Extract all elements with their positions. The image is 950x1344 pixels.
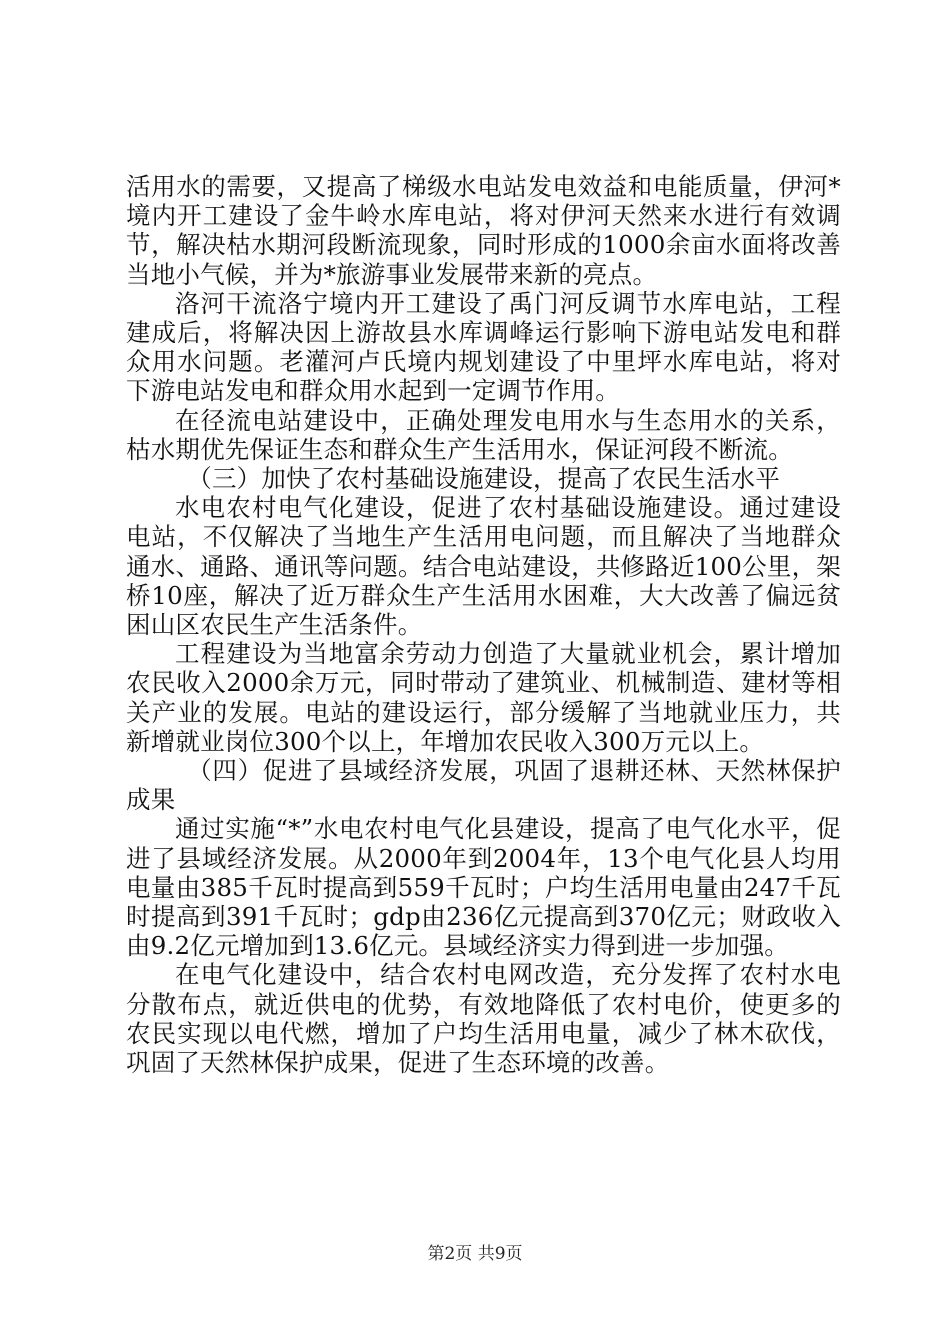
paragraph-ecology: 在电气化建设中，结合农村电网改造，充分发挥了农村水电分散布点，就近供电的优势，有效地降低了农村电价，使更多的农民实现以电代燃，增加了户均生活用电量，减少了林木砍伐，巩固了天然林保护成果，促进了生态环境的改善。 (126, 960, 841, 1078)
paragraph-employment: 工程建设为当地富余劳动力创造了大量就业机会，累计增加农民收入2000余万元，同时带动了建筑业、机械制造、建材等相关产业的发展。电站的建设运行，部分缓解了当地就业压力，共新增就业岗位300个以上，年增加农民收入300万元以上。 (126, 639, 841, 756)
paragraph-county-economy: 通过实施“*”水电农村电气化县建设，提高了电气化水平，促进了县域经济发展。从2000年到2004年，13个电气化县人均用电量由385千瓦时提高到559千瓦时；户均生活用电量由247千瓦时提高到391千瓦时；gdp由236亿元提高到370亿元；财政收入由9.2亿元增加到13.6亿元。县域经济实力得到进一步加强。 (126, 814, 841, 961)
page-footer: 第2页 共9页 (427, 1244, 523, 1264)
section-heading-4: （四）促进了县域经济发展，巩固了退耕还林、天然林保护成果 (126, 756, 841, 815)
section-heading-3: （三）加快了农村基础设施建设，提高了农民生活水平 (187, 464, 781, 494)
paragraph-infrastructure: 水电农村电气化建设，促进了农村基础设施建设。通过建设电站，不仅解决了当地生产生活用电问题，而且解决了当地群众通水、通路、通讯等问题。结合电站建设，共修路近100公里，架桥10座，解决了近万群众生产生活用水困难，大大改善了偏远贫困山区农民生产生活条件。 (126, 493, 841, 640)
paragraph-luohe-reservoir: 洛河干流洛宁境内开工建设了禹门河反调节水库电站，工程建成后，将解决因上游故县水库调峰运行影响下游电站发电和群众用水问题。老灌河卢氏境内规划建设了中里坪水库电站，将对下游电站发电和群众用水起到一定调节作用。 (126, 288, 841, 406)
paragraph-runoff-station: 在径流电站建设中，正确处理发电用水与生态用水的关系，枯水期优先保证生态和群众生产生活用水，保证河段不断流。 (126, 405, 841, 464)
document-body (126, 172, 841, 1077)
paragraph-continuation: 活用水的需要，又提高了梯级水电站发电效益和电能质量，伊河*境内开工建设了金牛岭水库电站，将对伊河天然来水进行有效调节，解决枯水期河段断流现象，同时形成的1000余亩水面将改善当地小气候，并为*旅游事业发展带来新的亮点。 (126, 172, 841, 289)
